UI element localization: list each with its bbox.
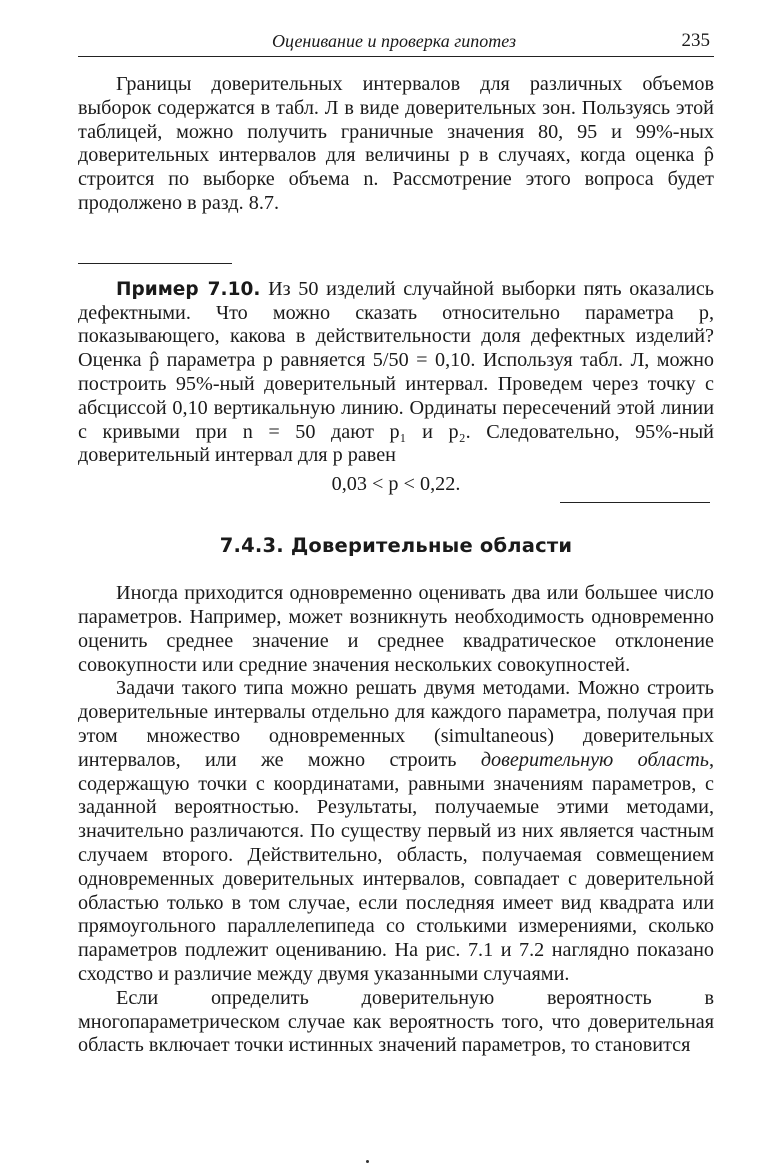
- example-text: Из 50 изделий случайной выборки пять оказались дефектными. Что можно сказать относительно параметра p, показывающего, какова в действительности доля дефектных изделий? Оценка p̂ параметра p равняется 5/50 = 0,10. Используя табл. Л, можно построить 95%-ный доверительный интервал. Проведем через точку с абсциссой 0,10 вертикальную линию. Ординаты пересечений этой линии с кривыми при n = 50 дают p₁ и p₂. Следовательно, 95%-ный доверительный интервал для p равен: [78, 277, 715, 467]
- example-paragraph: [78, 278, 714, 468]
- paragraph-2-text-b: , содержащую точки с координатами, равными значениям параметров, с заданной вероятностью. Результаты, получаемые этими методами, значительно различаются. По существу первый из них является частным случаем второго. Действительно, область, получаемая совмещением одновременных доверительных интервалов, совпадает с доверительной областью только в том случае, если последняя имеет вид квадрата или прямоугольного параллелепипеда со столькими измерениями, сколько параметров подлежит оцениванию. На рис. 7.1 и 7.2 наглядно показано сходство и различие между двумя указанными случаями.: [78, 748, 715, 985]
- section-paragraph-1: Иногда приходится одновременно оценивать два или большее число параметров. Например, может возникнуть необходимость одновременно оценить среднее значение и среднее квадратическое отклонение совокупности или средние значения нескольких совокупностей.: [78, 582, 714, 676]
- section-paragraph-3: Если определить доверительную вероятность в многопараметрическом случае как вероятность того, что доверительная область включает точки истинных значений параметров, то становится: [78, 986, 714, 1057]
- book-page: [78, 26, 714, 1058]
- example-top-rule: [78, 263, 232, 264]
- paragraph-2-text-a: Задачи такого типа можно решать двумя методами. Можно строить доверительные интервалы отдельно для каждого параметра, получая при этом множество одновременных (simultaneous) доверительных интервалов, или же можно строить: [78, 677, 714, 771]
- section-heading: 7.4.3. Доверительные области: [219, 534, 573, 558]
- example-label: Пример 7.10.: [116, 278, 261, 300]
- page-speck: [366, 1160, 369, 1163]
- running-head: [78, 26, 714, 57]
- example-end-rule: [560, 502, 710, 503]
- running-title: Оценивание и проверка гипотез: [272, 31, 517, 51]
- section-paragraph-2: [78, 677, 714, 986]
- example-formula: 0,03 < p < 0,22.: [331, 473, 461, 496]
- intro-paragraph: Границы доверительных интервалов для различных объемов выборок содержатся в табл. Л в виде доверительных зон. Пользуясь этой таблицей, можно получить граничные значения 80, 95 и 99%-ных доверительных интервалов для величины p в случаях, когда оценка p̂ строится по выборке объема n. Рассмотрение этого вопроса будет продолжено в разд. 8.7.: [78, 73, 714, 214]
- confidence-region-term: доверительную область: [480, 748, 709, 771]
- page-number: 235: [681, 30, 710, 51]
